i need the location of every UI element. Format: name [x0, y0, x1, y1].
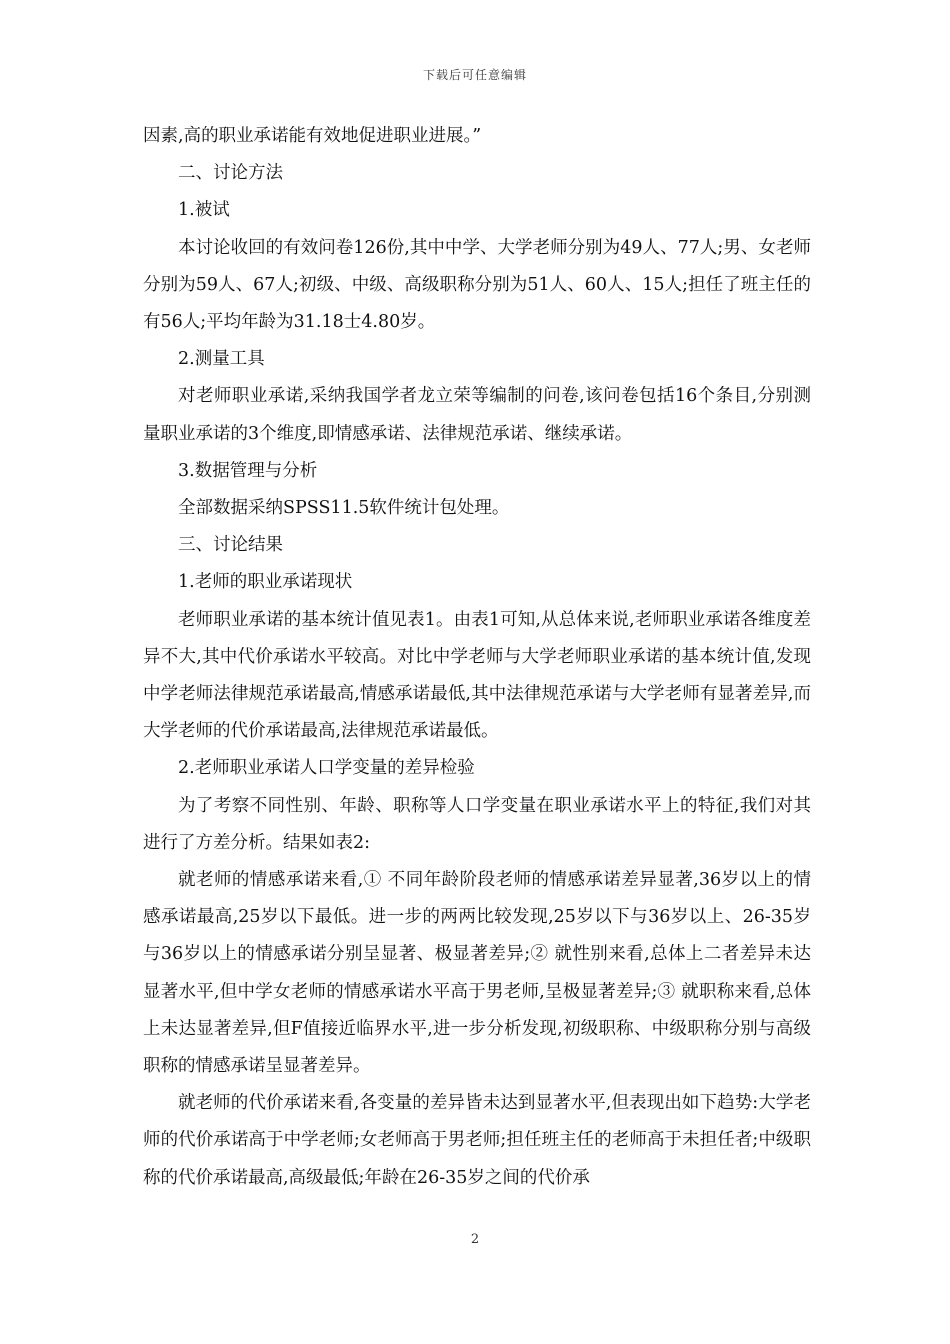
subheading-data-analysis: 3.数据管理与分析 [178, 460, 318, 481]
page-number: 2 [470, 1232, 480, 1247]
page-header: 下载后可任意编辑 [422, 68, 527, 82]
paragraph-current-status: 老师职业承诺的基本统计值见表1。由表1可知,从总体来说,老师职业承诺各维度差异不大,其中代价承诺水平较高。对比中学老师与大学老师职业承诺的基本统计值,发现中学老师法律规范承诺最高,情感承诺最低,其中法律规范承诺与大学老师有显著差异,而大学老师的代价承诺最高,法律规范承诺最低。 [143, 609, 811, 742]
subheading-demographic-differences: 2.老师职业承诺人口学变量的差异检验 [178, 758, 475, 779]
document-body [143, 118, 811, 1197]
paragraph-continuation: 因素,高的职业承诺能有效地促进职业进展。” [143, 126, 482, 146]
subheading-current-status: 1.老师的职业承诺现状 [178, 572, 353, 593]
paragraph-anova-intro: 为了考察不同性别、年龄、职称等人口学变量在职业承诺水平上的特征,我们对其进行了方差分析。结果如表2: [143, 795, 811, 853]
section-heading-results: 三、讨论结果 [178, 535, 283, 556]
paragraph-continuance-commitment: 就老师的代价承诺来看,各变量的差异皆未达到显著水平,但表现出如下趋势:大学老师的代价承诺高于中学老师;女老师高于男老师;担任班主任的老师高于未担任者;中级职称的代价承诺最高,高级最低;年龄在26-35岁之间的代价承 [143, 1093, 811, 1188]
paragraph-affective-commitment: 就老师的情感承诺来看,① 不同年龄阶段老师的情感承诺差异显著,36岁以上的情感承诺最高,25岁以下最低。进一步的两两比较发现,25岁以下与36岁以上、26-35岁与36岁以上的情感承诺分别呈显著、极显著差异;② 就性别来看,总体上二者差异未达显著水平,但中学女老师的情感承诺水平高于男老师,呈极显著差异;③ 就职称来看,总体上未达显著差异,但F值接近临界水平,进一步分析发现,初级职称、中级职称分别与高级职称的情感承诺呈显著差异。 [143, 870, 811, 1077]
paragraph-data-analysis: 全部数据采纳SPSS11.5软件统计包处理。 [178, 498, 510, 519]
subheading-instruments: 2.测量工具 [178, 349, 265, 370]
subheading-subjects: 1.被试 [178, 200, 230, 221]
paragraph-subjects: 本讨论收回的有效问卷126份,其中中学、大学老师分别为49人、77人;男、女老师分别为59人、67人;初级、中级、高级职称分别为51人、60人、15人;担任了班主任的有56人;平均年龄为31.18士4.80岁。 [143, 237, 811, 333]
section-heading-methods: 二、讨论方法 [178, 163, 283, 184]
paragraph-instruments: 对老师职业承诺,采纳我国学者龙立荣等编制的问卷,该问卷包括16个条目,分别测量职业承诺的3个维度,即情感承诺、法律规范承诺、继续承诺。 [143, 386, 811, 444]
